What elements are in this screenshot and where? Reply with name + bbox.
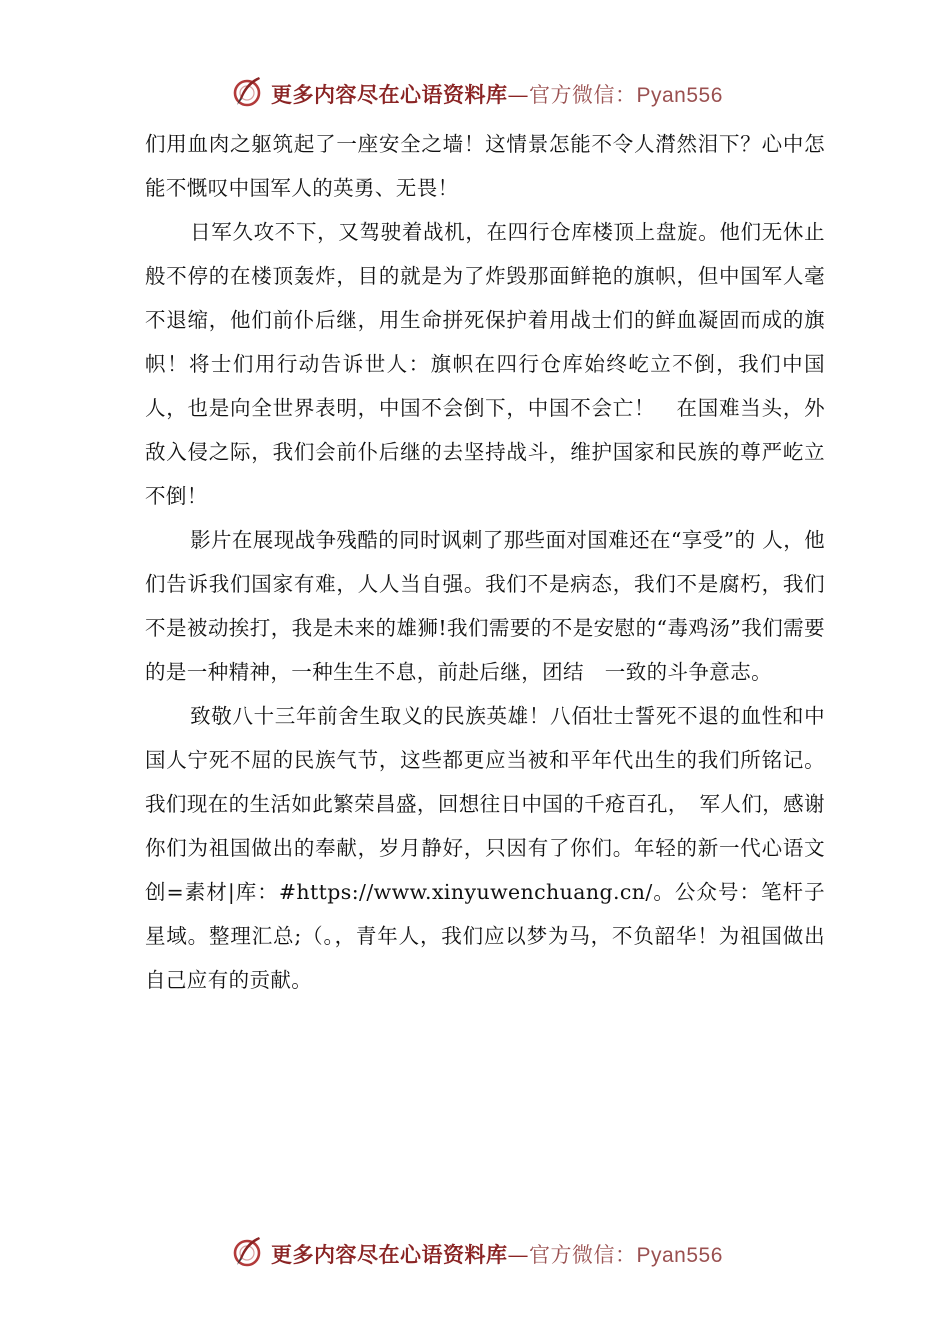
banner-text (271, 1239, 723, 1269)
brand-name: 更多内容尽在心语资料库 (271, 82, 508, 107)
brand-name: 更多内容尽在心语资料库 (271, 1242, 508, 1267)
paragraph-2: 日军久攻不下，又驾驶着战机，在四行仓库楼顶上盘旋。他们无休止般不停的在楼顶轰炸，目的就是为了炸毁那面鲜艳的旗帜，但中国军人毫不退缩，他们前仆后继，用生命拼死保护着用战士们的鲜血凝固而成的旗帜！将士们用行动告诉世人：旗帜在四行仓库始终屹立不倒，我们中国人，也是向全世界表明，中国不会倒下，中国不会亡！ 在国难当头，外敌入侵之际，我们会前仆后继的去坚持战斗，维护国家和民族的尊严屹立不倒！ (145, 220, 825, 508)
banner-dash: — (507, 1243, 529, 1267)
wechat-label: 官方微信： (529, 83, 637, 107)
feather-pen-logo-icon (229, 1234, 265, 1270)
feather-pen-logo-icon (229, 74, 265, 110)
article-body (145, 122, 825, 1002)
paragraph-1: 们用血肉之躯筑起了一座安全之墙！这情景怎能不令人潸然泪下？心中怎能不慨叹中国军人的英勇、无畏！ (145, 132, 825, 200)
paragraph-3: 影片在展现战争残酷的同时讽刺了那些面对国难还在“享受”的 人，他们告诉我们国家有难，人人当自强。我们不是病态，我们不是腐朽，我们不是被动挨打，我是未来的雄狮!我们需要的不是安慰的“毒鸡汤”我们需要的是一种精神，一种生生不息，前赴后继，团结 一致的斗争意志。 (145, 528, 825, 684)
paragraph-4: 致敬八十三年前舍生取义的民族英雄！八佰壮士誓死不退的血性和中国人宁死不屈的民族气节，这些都更应当被和平年代出生的我们所铭记。我们现在的生活如此繁荣昌盛，回想往日中国的千疮百孔， 军人们，感谢你们为祖国做出的奉献，岁月静好，只因有了你们。年轻的新一代心语文创=素材|库：#https://www.xinyuwenchuang.cn/。公众号：笔杆子星域。整理汇总;（。，青年人，我们应以梦为马，不负韶华！为祖国做出自己应有的贡献。 (145, 704, 825, 992)
banner-dash: — (507, 83, 529, 107)
header-banner (0, 72, 950, 112)
banner-text (271, 79, 723, 109)
wechat-label: 官方微信： (529, 1243, 637, 1267)
footer-banner (0, 1232, 950, 1272)
wechat-id: Pyan556 (636, 84, 723, 107)
wechat-id: Pyan556 (636, 1244, 723, 1267)
